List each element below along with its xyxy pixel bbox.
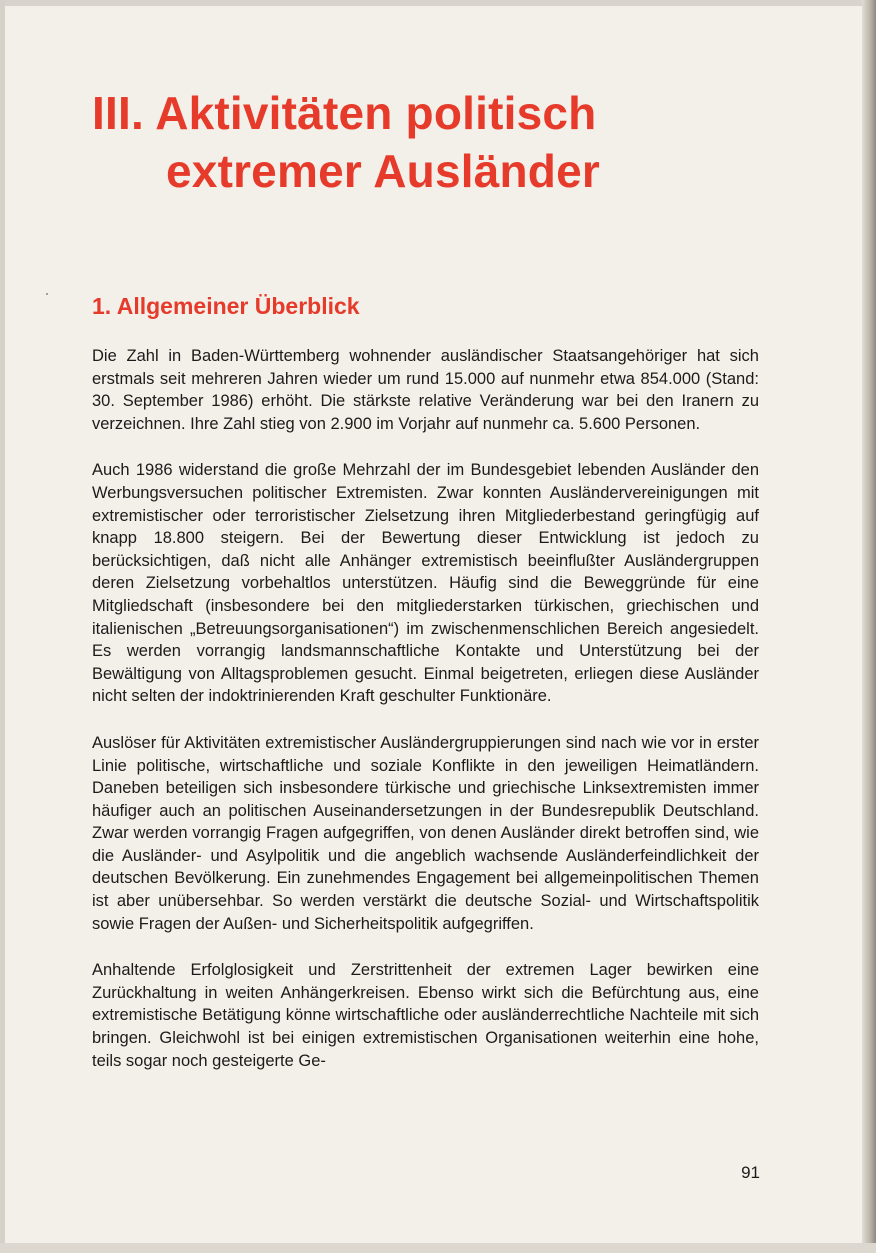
scan-left-edge: [0, 0, 5, 1253]
chapter-title: [92, 84, 792, 200]
paragraph-3: Auslöser für Aktivitäten extremistischer Ausländergruppierungen sind nach wie vor in erster Linie politische, wirtschaftliche und soziale Konflikte in den jeweiligen Heimatländern. Daneben beteiligen sich insbesondere türkische und griechische Linksextremisten immer häufiger auch an politischen Auseinandersetzungen in der Bundesrepublik Deutschland. Zwar werden vorrangig Fragen aufgegriffen, von denen Ausländer direkt betroffen sind, wie die Ausländer- und Asylpolitik und die angeblich wachsende Ausländerfeindlichkeit der deutschen Bevölkerung. Ein zunehmendes Engagement bei allgemeinpolitischen Themen ist aber unübersehbar. So werden verstärkt die deutsche Sozial- und Wirtschaftspolitik sowie Fragen der Außen- und Sicherheitspolitik aufgegriffen.: [92, 733, 759, 933]
scan-speck: [46, 293, 48, 295]
scan-bottom-edge: [0, 1243, 876, 1253]
section-title: 1. Allgemeiner Überblick: [92, 293, 360, 319]
page-number: 91: [741, 1163, 760, 1182]
chapter-title-line-1: III. Aktivitäten politisch: [92, 87, 597, 139]
paragraph-1: Die Zahl in Baden-Württemberg wohnender ausländischer Staatsangehöriger hat sich erstmals seit mehreren Jahren wieder um rund 15.000 auf nunmehr etwa 854.000 (Stand: 30. September 1986) erhöht. Die stärkste relative Veränderung war bei den Iranern zu verzeichnen. Ihre Zahl stieg von 2.900 im Vorjahr auf nunmehr ca. 5.600 Personen.: [92, 347, 759, 433]
paragraph-4: Anhaltende Erfolglosigkeit und Zerstrittenheit der extremen Lager bewirken eine Zurückhaltung in weiten Anhängerkreisen. Ebenso wirkt sich die Befürchtung aus, eine extremistische Betätigung könne wirtschaftliche oder ausländerrechtliche Nachteile mit sich bringen. Gleichwohl ist bei einigen extremistischen Organisationen weiterhin eine hohe, teils sogar noch gesteigerte Ge-: [92, 961, 759, 1070]
paragraph-2: Auch 1986 widerstand die große Mehrzahl der im Bundesgebiet lebenden Ausländer den Werbungsversuchen politischer Extremisten. Zwar konnten Ausländervereinigungen mit extremistischer oder terroristischer Zielsetzung ihren Mitgliederbestand geringfügig auf knapp 18.800 steigern. Bei der Bewertung dieser Entwicklung ist jedoch zu berücksichtigen, daß nicht alle Anhänger extremistisch beeinflußter Ausländergruppen deren Zielsetzung vorbehaltlos unterstützen. Häufig sind die Beweggründe für eine Mitgliedschaft (insbesondere bei den mitgliederstarken türkischen, griechischen und italienischen „Betreuungsorganisationen“) im zwischenmenschlichen Bereich angesiedelt. Es werden vorrangig landsmannschaftliche Kontakte und Unterstützung bei der Bewältigung von Alltagsproblemen gesucht. Einmal beigetreten, erliegen diese Ausländer nicht selten der indoktrinierenden Kraft geschulter Funktionäre.: [92, 461, 759, 706]
scan-top-edge: [0, 0, 876, 6]
chapter-title-line-2: extremer Ausländer: [166, 145, 600, 197]
body-text: [92, 345, 759, 1072]
page-binding-shadow: [862, 0, 876, 1253]
